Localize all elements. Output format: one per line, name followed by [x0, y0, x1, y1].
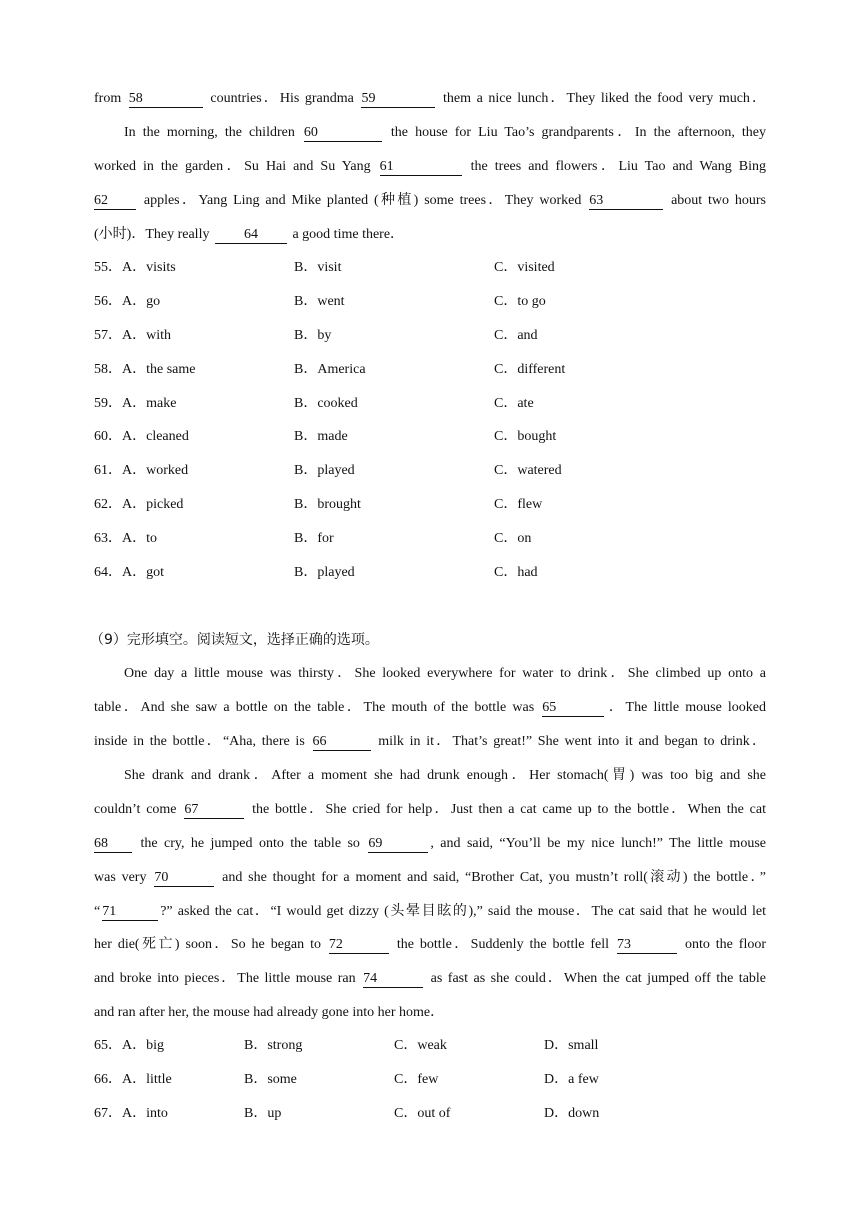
option-d[interactable]: D．small [544, 1038, 599, 1053]
option-a[interactable]: 60．A．cleaned [94, 429, 189, 444]
option-a[interactable]: 63．A．to [94, 531, 157, 546]
passage2-line-2: table．And she saw a bottle on the table．The mouth of the bottle was 65 ．The little mouse looked [94, 700, 767, 715]
blank-58[interactable]: 58 [129, 91, 203, 108]
passage1-line-4: 62 apples．Yang Ling and Mike planted (种植) some trees．They worked 63 about two hours [94, 193, 767, 208]
question-61 [94, 461, 766, 481]
option-b[interactable]: B．cooked [294, 396, 358, 411]
option-c[interactable]: C．and [494, 328, 538, 343]
option-b[interactable]: B．for [294, 531, 334, 546]
option-c[interactable]: C．watered [494, 463, 562, 478]
option-d[interactable]: D．a few [544, 1072, 599, 1087]
passage2-line-1: One day a little mouse was thirsty．She looked everywhere for water to drink．She climbed up onto a [124, 666, 766, 681]
question-59 [94, 394, 766, 414]
option-a[interactable]: 56．A．go [94, 294, 161, 309]
option-c[interactable]: C．out of [394, 1106, 451, 1121]
question-57 [94, 326, 766, 346]
question-60 [94, 427, 766, 447]
option-b[interactable]: B．played [294, 565, 355, 580]
option-c[interactable]: C．bought [494, 429, 557, 444]
option-a[interactable]: 67．A．into [94, 1106, 168, 1121]
blank-66[interactable]: 66 [313, 734, 371, 751]
option-a[interactable]: 57．A．with [94, 328, 171, 343]
passage1-line-2: In the morning, the children 60 the house for Liu Tao’s grandparents．In the afternoon, they [124, 125, 767, 140]
blank-72[interactable]: 72 [329, 937, 389, 954]
option-c[interactable]: C．ate [494, 396, 534, 411]
passage2-line-6: 68 the cry, he jumped onto the table so 69 , and said, “You’ll be my nice lunch!” The little mouse [94, 836, 766, 851]
option-a[interactable]: 61．A．worked [94, 463, 189, 478]
option-a[interactable]: 66．A．little [94, 1072, 172, 1087]
passage2-line-8: “ 71 ?” asked the cat．“I would get dizzy (头晕目眩的),” said the mouse．The cat said that he would let [94, 904, 766, 919]
passage1-line-3: worked in the garden．Su Hai and Su Yang 61 the trees and flowers．Liu Tao and Wang Bing [94, 159, 766, 174]
section-9-title: （9）完形填空。阅读短文，选择正确的选项。 [90, 632, 379, 648]
passage2-line-10: and broke into pieces．The little mouse ran 74 as fast as she could．When the cat jumped off the table [94, 971, 767, 986]
question-62 [94, 495, 766, 515]
option-b[interactable]: B．played [294, 463, 355, 478]
blank-69[interactable]: 69 [368, 836, 428, 853]
blank-64[interactable]: 64 [215, 227, 287, 244]
option-a[interactable]: 64．A．got [94, 565, 164, 580]
passage2-line-9: her die(死亡) soon．So he began to 72 the bottle．Suddenly the bottle fell 73 onto the floor [94, 937, 767, 952]
option-a[interactable]: 58．A．the same [94, 362, 196, 377]
option-c[interactable]: C．different [494, 362, 566, 377]
option-c[interactable]: C．to go [494, 294, 546, 309]
option-a[interactable]: 62．A．picked [94, 497, 184, 512]
option-a[interactable]: 55．A．visits [94, 260, 176, 275]
option-c[interactable]: C．weak [394, 1038, 447, 1053]
question-67 [94, 1104, 766, 1124]
blank-67[interactable]: 67 [184, 802, 244, 819]
option-c[interactable]: C．few [394, 1072, 439, 1087]
question-65 [94, 1036, 766, 1056]
question-63 [94, 529, 766, 549]
blank-63[interactable]: 63 [589, 193, 663, 210]
option-b[interactable]: B．America [294, 362, 366, 377]
option-d[interactable]: D．down [544, 1106, 600, 1121]
passage1-line-1: from 58 countries．His grandma 59 them a nice lunch．They liked the food very much． [94, 91, 766, 106]
question-58 [94, 360, 766, 380]
question-55 [94, 258, 766, 278]
passage2-line-11: and ran after her, the mouse had already gone into her home． [94, 1005, 445, 1020]
passage2-line-3: inside in the bottle．“Aha, there is 66 milk in it．That’s great!” She went into it and began to drink． [94, 734, 766, 749]
passage2-line-7: was very 70 and she thought for a moment and said, “Brother Cat, you mustn’t roll(滚动) the bottle．” [94, 870, 767, 885]
option-b[interactable]: B．visit [294, 260, 342, 275]
option-c[interactable]: C．had [494, 565, 538, 580]
option-b[interactable]: B．went [294, 294, 345, 309]
blank-71[interactable]: 71 [102, 904, 158, 921]
question-66 [94, 1070, 766, 1090]
blank-74[interactable]: 74 [363, 971, 423, 988]
blank-59[interactable]: 59 [361, 91, 435, 108]
blank-68[interactable]: 68 [94, 836, 132, 853]
blank-70[interactable]: 70 [154, 870, 214, 887]
option-b[interactable]: B．up [244, 1106, 282, 1121]
question-56 [94, 292, 766, 312]
blank-62[interactable]: 62 [94, 193, 136, 210]
passage2-line-5: couldn’t come 67 the bottle．She cried for help．Just then a cat came up to the bottle．When the cat [94, 802, 766, 817]
option-c[interactable]: C．flew [494, 497, 543, 512]
option-b[interactable]: B．by [294, 328, 332, 343]
option-b[interactable]: B．some [244, 1072, 297, 1087]
passage2-line-4: She drank and drank．After a moment she had drunk enough．Her stomach(胃) was too big and she [124, 768, 766, 783]
option-b[interactable]: B．strong [244, 1038, 303, 1053]
option-c[interactable]: C．visited [494, 260, 555, 275]
option-c[interactable]: C．on [494, 531, 532, 546]
option-a[interactable]: 65．A．big [94, 1038, 164, 1053]
blank-73[interactable]: 73 [617, 937, 677, 954]
question-64 [94, 563, 766, 583]
passage1-line-5: (小时)．They really 64 a good time there． [94, 227, 405, 242]
option-a[interactable]: 59．A．make [94, 396, 177, 411]
blank-61[interactable]: 61 [380, 159, 462, 176]
blank-65[interactable]: 65 [542, 700, 604, 717]
option-b[interactable]: B．brought [294, 497, 361, 512]
option-b[interactable]: B．made [294, 429, 348, 444]
blank-60[interactable]: 60 [304, 125, 382, 142]
